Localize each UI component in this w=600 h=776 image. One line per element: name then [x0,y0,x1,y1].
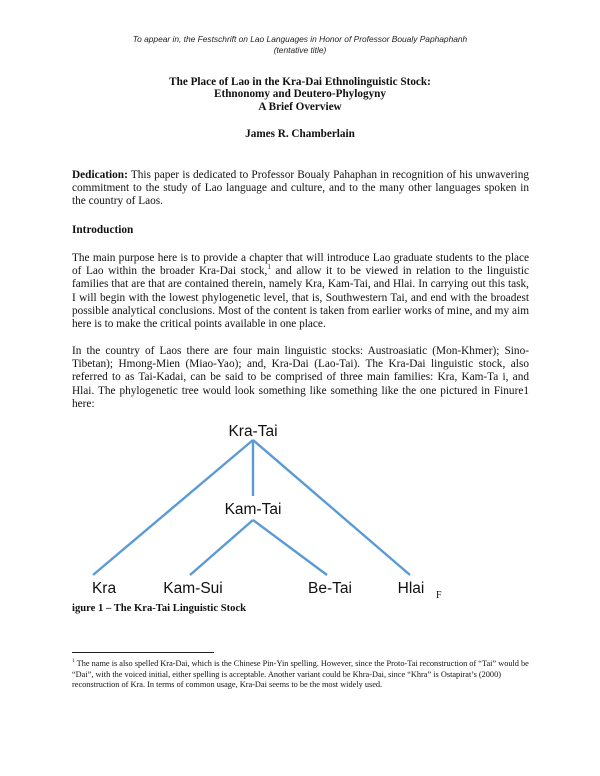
title-line3: A Brief Overview [258,100,342,113]
paper-title [0,76,600,113]
publication-note-line2: (tentative title) [273,45,327,55]
footnote-1 [72,659,530,691]
node-kra-tai: Kra-Tai [228,423,278,440]
branch-kamtai-betai [253,520,327,575]
publication-note-line1: To appear in, the Festschrift on Lao Languages in Honor of Professor Boualy Paphaphanh [132,34,468,44]
node-kra: Kra [91,580,117,596]
title-line1: The Place of Lao in the Kra-Dai Ethnolinguistic Stock: [169,76,431,88]
introduction-paragraph-1 [72,252,529,331]
node-hlai: Hlai [397,580,425,596]
introduction-paragraph-2: In the country of Laos there are four main linguistic stocks: Austroasiatic (Mon-Khmer); Sino-Tibetan); Hmong-Mien (Miao-Yao); and, Kra-Dai (Lao-Tai). The Kra-Dai linguistic stock, also referred to as Tai-Kadai, can be said to be comprised of three main families: Kra, Kam-Ta i, and Hlai. The phylogenetic tree would look something like something like the one pictured in Finure1 here: [72,345,529,410]
paragraph-1-text-a: The main purpose here is to provide a chapter that will introduce Lao graduate students to the place of Lao within the broader Kra-Dai stock, [72,252,529,278]
dedication-text: This paper is dedicated to Professor Boualy Pahaphan in recognition of his unwavering commitment to the study of Lao language and culture, and to the many other languages spoken in the country of Laos. [72,169,529,208]
publication-note [0,34,600,56]
footnote-divider [72,652,214,653]
footnote-marker: 1 [72,658,75,665]
stray-figure-letter: F [436,590,442,601]
paragraph-1-text-b: and allow it to be viewed in relation to the linguistic families that are that are contained therein, namely Kra, Kam-Tai, and Hlai. In carrying out this task, I will begin with the lowest phylogenetic level, that is, Southwestern Tai, and end with the broadest possible analytical conclusions. Most of the content is taken from earlier works of mine, and my aim here is to make the critical points available in one place. [72,265,529,331]
node-kam-sui: Kam-Sui [163,580,223,596]
dedication-label: Dedication: [72,169,128,181]
title-line2: Ethnonomy and Deutero-Phylogyny [214,88,386,101]
footnote-text: The name is also spelled Kra-Dai, which is the Chinese Pin-Yin spelling. However, since the Proto-Tai reconstruction of “Tai” would be “Dai”, with the voiced initial, either spelling is acceptable. Another variant could be Khra-Dai, since “Khra” is Ostapirat’s (2000) reconstruction of Kra. In terms of common usage, Kra-Dai seems to be the most widely used. [72,659,529,689]
kra-tai-tree-diagram [60,410,460,596]
dedication-paragraph [72,169,529,209]
footnote-ref[interactable]: 1 [267,263,271,272]
node-kam-tai: Kam-Tai [224,501,282,518]
branch-kamtai-kamsui [190,520,253,575]
author-name: James R. Chamberlain [245,128,355,140]
node-be-tai: Be-Tai [308,580,352,596]
introduction-heading: Introduction [72,224,134,236]
figure-caption: igure 1 – The Kra-Tai Linguistic Stock [72,603,247,614]
